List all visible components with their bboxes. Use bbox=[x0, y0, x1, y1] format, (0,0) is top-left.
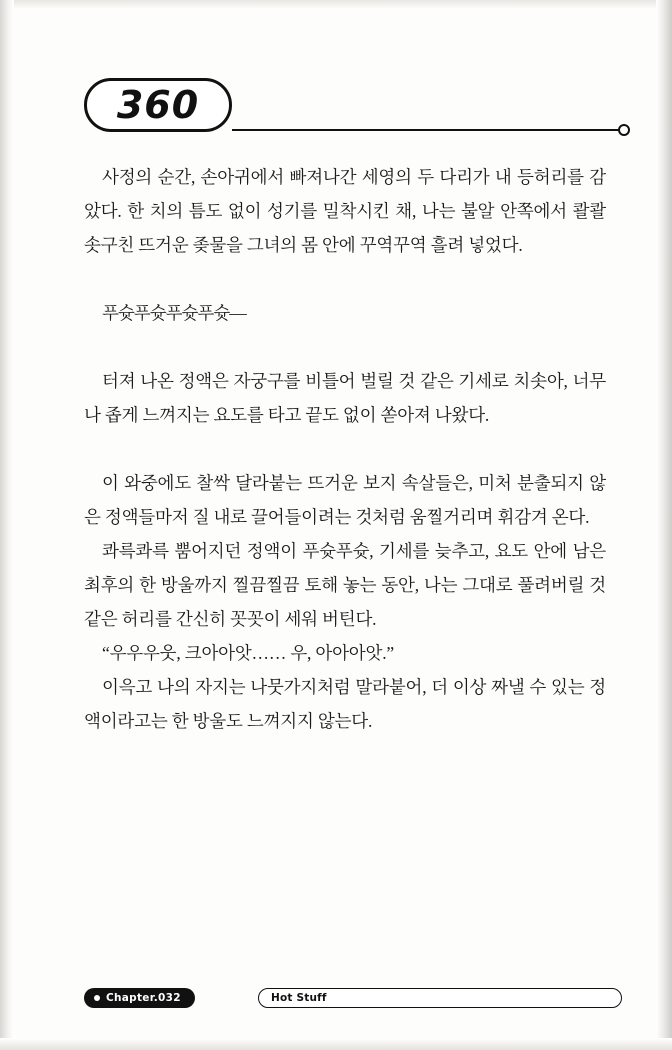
chapter-label: Chapter.032 bbox=[106, 991, 181, 1004]
sound-effect-line: 푸슛푸슛푸슛푸슛― bbox=[102, 303, 246, 323]
page-edge-left bbox=[0, 0, 14, 1050]
bullet-dot-icon bbox=[94, 995, 100, 1001]
book-title-label: Hot Stuff bbox=[271, 991, 327, 1004]
page-edge-right bbox=[656, 0, 672, 1050]
page-header bbox=[84, 78, 636, 138]
page-footer bbox=[84, 988, 636, 1012]
paragraph: 이윽고 나의 자지는 나뭇가지처럼 말라붙어, 더 이상 짜낼 수 있는 정액이라고는 한 방울도 느껴지지 않는다. bbox=[84, 677, 606, 731]
paragraph: 사정의 순간, 손아귀에서 빠져나간 세영의 두 다리가 내 등허리를 감았다. 한 치의 틈도 없이 성기를 밀착시킨 채, 나는 불알 안쪽에서 콸콸 솟구친 뜨거운 좆물을 그녀의 몸 안에 꾸역꾸역 흘려 넣었다. bbox=[84, 167, 606, 255]
paragraph: 콰륵콰륵 뿜어지던 정액이 푸슛푸슛, 기세를 늦추고, 요도 안에 남은 최후의 한 방울까지 찔끔찔끔 토해 놓는 동안, 나는 그대로 풀려버릴 것 같은 허리를 간신히 꼿꼿이 세워 버틴다. bbox=[84, 541, 606, 629]
paragraph: 이 와중에도 찰싹 달라붙는 뜨거운 보지 속살들은, 미처 분출되지 않은 정액들마저 질 내로 끌어들이려는 것처럼 움찔거리며 휘감겨 온다. bbox=[84, 473, 606, 527]
chapter-tag bbox=[84, 988, 195, 1008]
page-number: 360 bbox=[116, 83, 200, 127]
dialogue-line: “우우우웃, 크아아앗…… 우, 아아아앗.” bbox=[102, 643, 394, 663]
page-edge-top bbox=[0, 0, 672, 10]
page-body bbox=[84, 160, 606, 940]
header-rule bbox=[232, 129, 622, 131]
page-edge-bottom bbox=[0, 1038, 672, 1050]
page-number-bubble bbox=[84, 78, 232, 132]
paragraph: 터져 나온 정액은 자궁구를 비틀어 벌릴 것 같은 기세로 치솟아, 너무나 좁게 느껴지는 요도를 타고 끝도 없이 쏟아져 나왔다. bbox=[84, 371, 606, 425]
header-end-dot-icon bbox=[618, 124, 630, 136]
title-pill bbox=[258, 988, 622, 1008]
